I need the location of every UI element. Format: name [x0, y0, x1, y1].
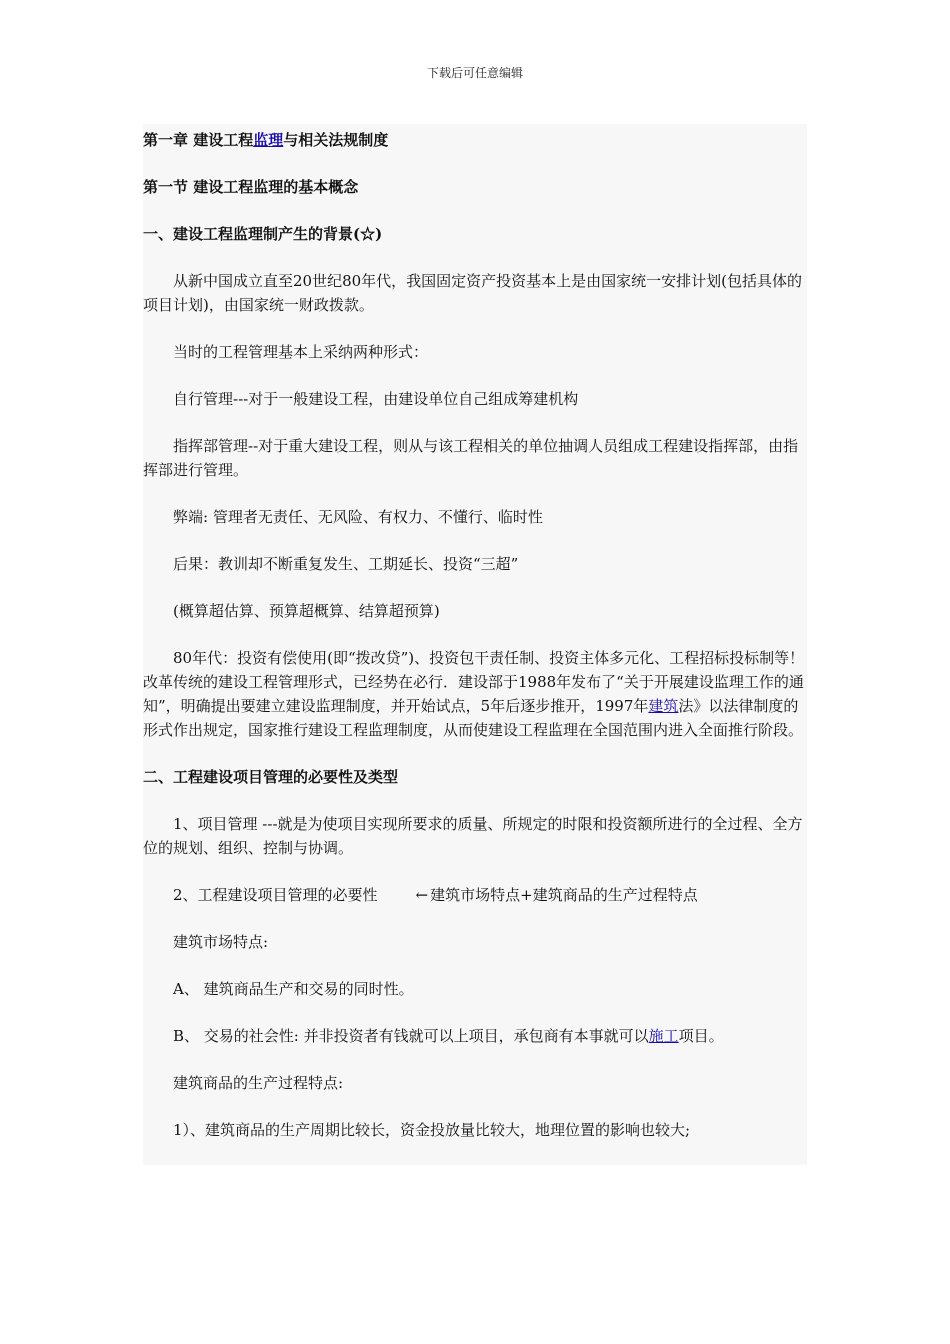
paragraph-text: B、 交易的社会性: 并非投资者有钱就可以上项目，承包商有本事就可以	[173, 1027, 649, 1045]
heading-background: 一、建设工程监理制产生的背景(☆)	[143, 225, 383, 243]
paragraph-text-2: 法》以法律制度的形式作出规定，国家推行建设工程监理制度，从而使建设工程监理在全国范围内进入全面推行阶段。	[143, 697, 804, 739]
paragraph: (概算超估算、预算超概算、结算超预算)	[173, 602, 440, 620]
paragraph-text: 2、工程建设项目管理的必要性	[173, 886, 378, 904]
paragraph-necessity	[143, 883, 807, 907]
link-jianli[interactable]: 监理	[253, 131, 284, 149]
document-body	[143, 124, 807, 1165]
paragraph: 当时的工程管理基本上采纳两种形式：	[173, 343, 429, 361]
paragraph-b	[143, 1024, 807, 1048]
paragraph: 指挥部管理--对于重大建设工程，则从与该工程相关的单位抽调人员组成工程建设指挥部，由指挥部进行管理。	[143, 437, 799, 479]
paragraph: 1、项目管理 ---就是为使项目实现所要求的质量、所规定的时限和投资额所进行的全过程、全方位的规划、组织、控制与协调。	[143, 815, 803, 857]
chapter-title-text: 第一章 建设工程	[143, 131, 254, 149]
chapter-title-text-2: 与相关法规制度	[283, 131, 389, 149]
link-jianzhu[interactable]: 建筑	[648, 697, 679, 715]
paragraph: 自行管理---对于一般建设工程，由建设单位自己组成筹建机构	[173, 390, 579, 408]
link-shigong[interactable]: 施工	[648, 1027, 679, 1045]
paragraph-text-2: 项目。	[678, 1027, 724, 1045]
paragraph: A、 建筑商品生产和交易的同时性。	[173, 980, 414, 998]
section-title: 第一节 建设工程监理的基本概念	[143, 178, 359, 196]
heading-project-management: 二、工程建设项目管理的必要性及类型	[143, 768, 399, 786]
page-header-note: 下载后可任意编辑	[426, 66, 523, 80]
paragraph: 后果：教训却不断重复发生、工期延长、投资“三超”	[173, 555, 519, 573]
paragraph-80s	[143, 646, 807, 742]
left-arrow-icon: ←	[415, 886, 429, 904]
paragraph: 弊端: 管理者无责任、无风险、有权力、不懂行、临时性	[173, 508, 543, 526]
paragraph-text-2: 建筑市场特点+建筑商品的生产过程特点	[430, 886, 698, 904]
chapter-title	[143, 128, 807, 152]
paragraph: 建筑商品的生产过程特点:	[173, 1074, 344, 1092]
paragraph: 建筑市场特点:	[173, 933, 269, 951]
paragraph-text: 80年代：投资有偿使用(即“拨改贷”)、投资包干责任制、投资主体多元化、工程招标投标制等！改革传统的建设工程管理形式，已经势在必行．建设部于1988年发布了“关于开展建设监理工作的通知”，明确提出要建立建设监理制度，并开始试点，5年后逐步推开，1997年	[143, 649, 805, 715]
paragraph: 从新中国成立直至20世纪80年代，我国固定资产投资基本上是由国家统一安排计划(包括具体的项目计划)，由国家统一财政拨款。	[143, 272, 803, 314]
paragraph: 1）、建筑商品的生产周期比较长，资金投放量比较大，地理位置的影响也较大;	[173, 1121, 691, 1139]
